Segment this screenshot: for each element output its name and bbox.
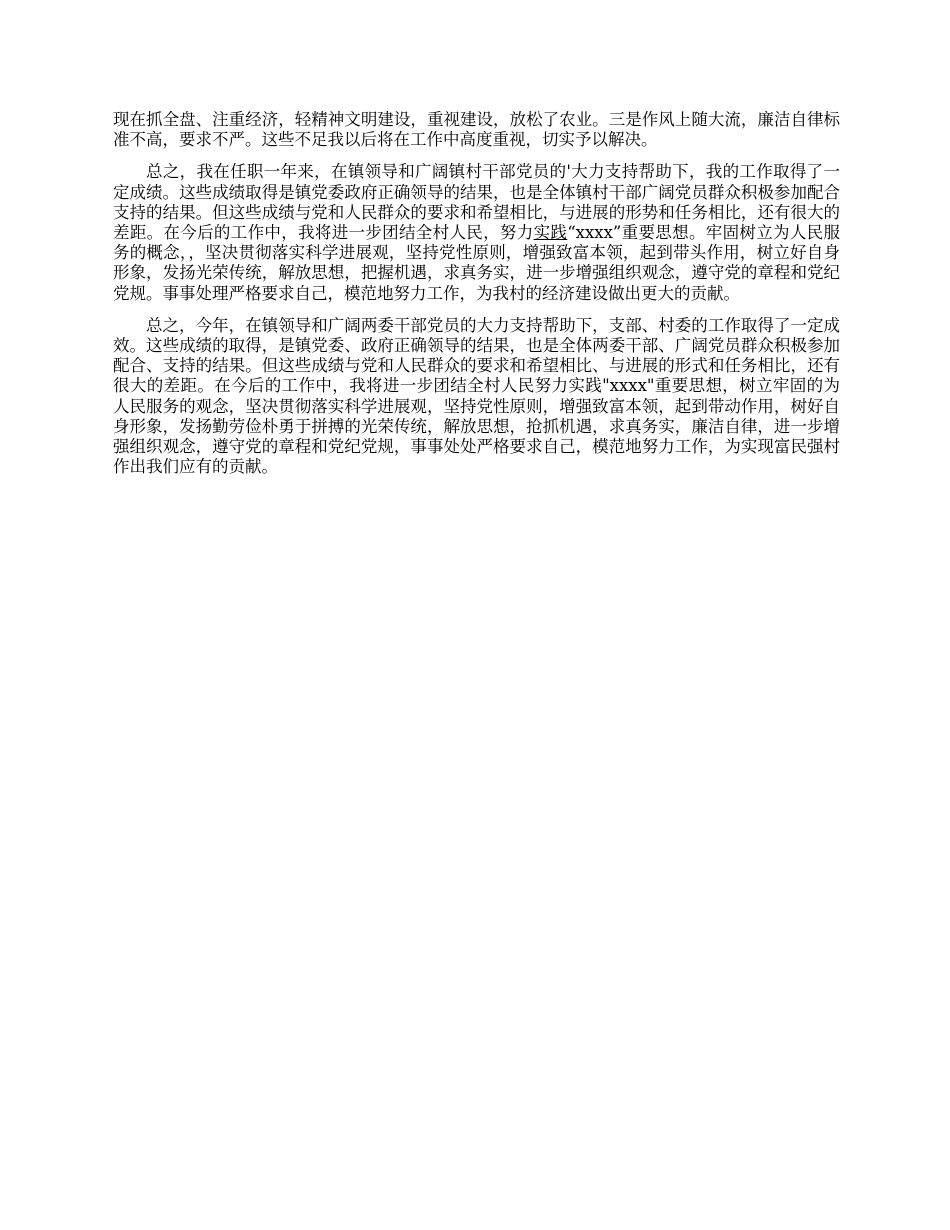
document-body — [113, 110, 840, 489]
paragraph-3 — [113, 316, 840, 478]
paragraph-2-text-a: 总之，我在任职一年来，在镇领导和广阔镇村干部党员的'大力支持帮助下，我的工作取得了一定成绩。这些成绩取得是镇党委政府正确领导的结果，也是全体镇村干部广阔党员群众积极参加配合支持的结果。但这些成绩与党和人民群众的要求和希望相比，与进展的形势和任务相比，还有很大的差距。在今后的工作中，我将进一步团结全村人民，努力 — [113, 162, 840, 243]
paragraph-1-text: 现在抓全盘、注重经济，轻精神文明建设，重视建设，放松了农业。三是作风上随大流，廉洁自律标准不高，要求不严。这些不足我以后将在工作中高度重视，切实予以解决。 — [113, 110, 840, 150]
underlined-word-shijian: 实践 — [533, 223, 568, 243]
paragraph-2-text-b: “xxxx”重要思想。牢固树立为人民服务的概念，，坚决贯彻落实科学进展观，坚持党性原则，增强致富本领，起到带头作用，树立好自身形象，发扬光荣传统，解放思想，把握机遇，求真务实，进一步增强组织观念，遵守党的章程和党纪党规。事事处理严格要求自己，模范地努力工作，为我村的经济建设做出更大的贡献。 — [113, 223, 841, 303]
paragraph-2 — [113, 162, 840, 303]
paragraph-3-text: 总之，今年，在镇领导和广阔两委干部党员的大力支持帮助下，支部、村委的工作取得了一定成效。这些成绩的取得，是镇党委、政府正确领导的结果，也是全体两委干部、广阔党员群众积极参加配合、支持的结果。但这些成绩与党和人民群众的要求和希望相比、与进展的形式和任务相比，还有很大的差距。在今后的工作中，我将进一步团结全村人民努力实践"xxxx"重要思想，树立牢固的为人民服务的观念，坚决贯彻落实科学进展观，坚持党性原则，增强致富本领，起到带动作用，树好自身形象，发扬勤劳俭朴勇于拼搏的光荣传统，解放思想，抢抓机遇，求真务实，廉洁自律，进一步增强组织观念，遵守党的章程和党纪党规，事事处处严格要求自己，模范地努力工作，为实现富民强村作出我们应有的贡献。 — [113, 315, 840, 477]
paragraph-1 — [113, 110, 840, 150]
